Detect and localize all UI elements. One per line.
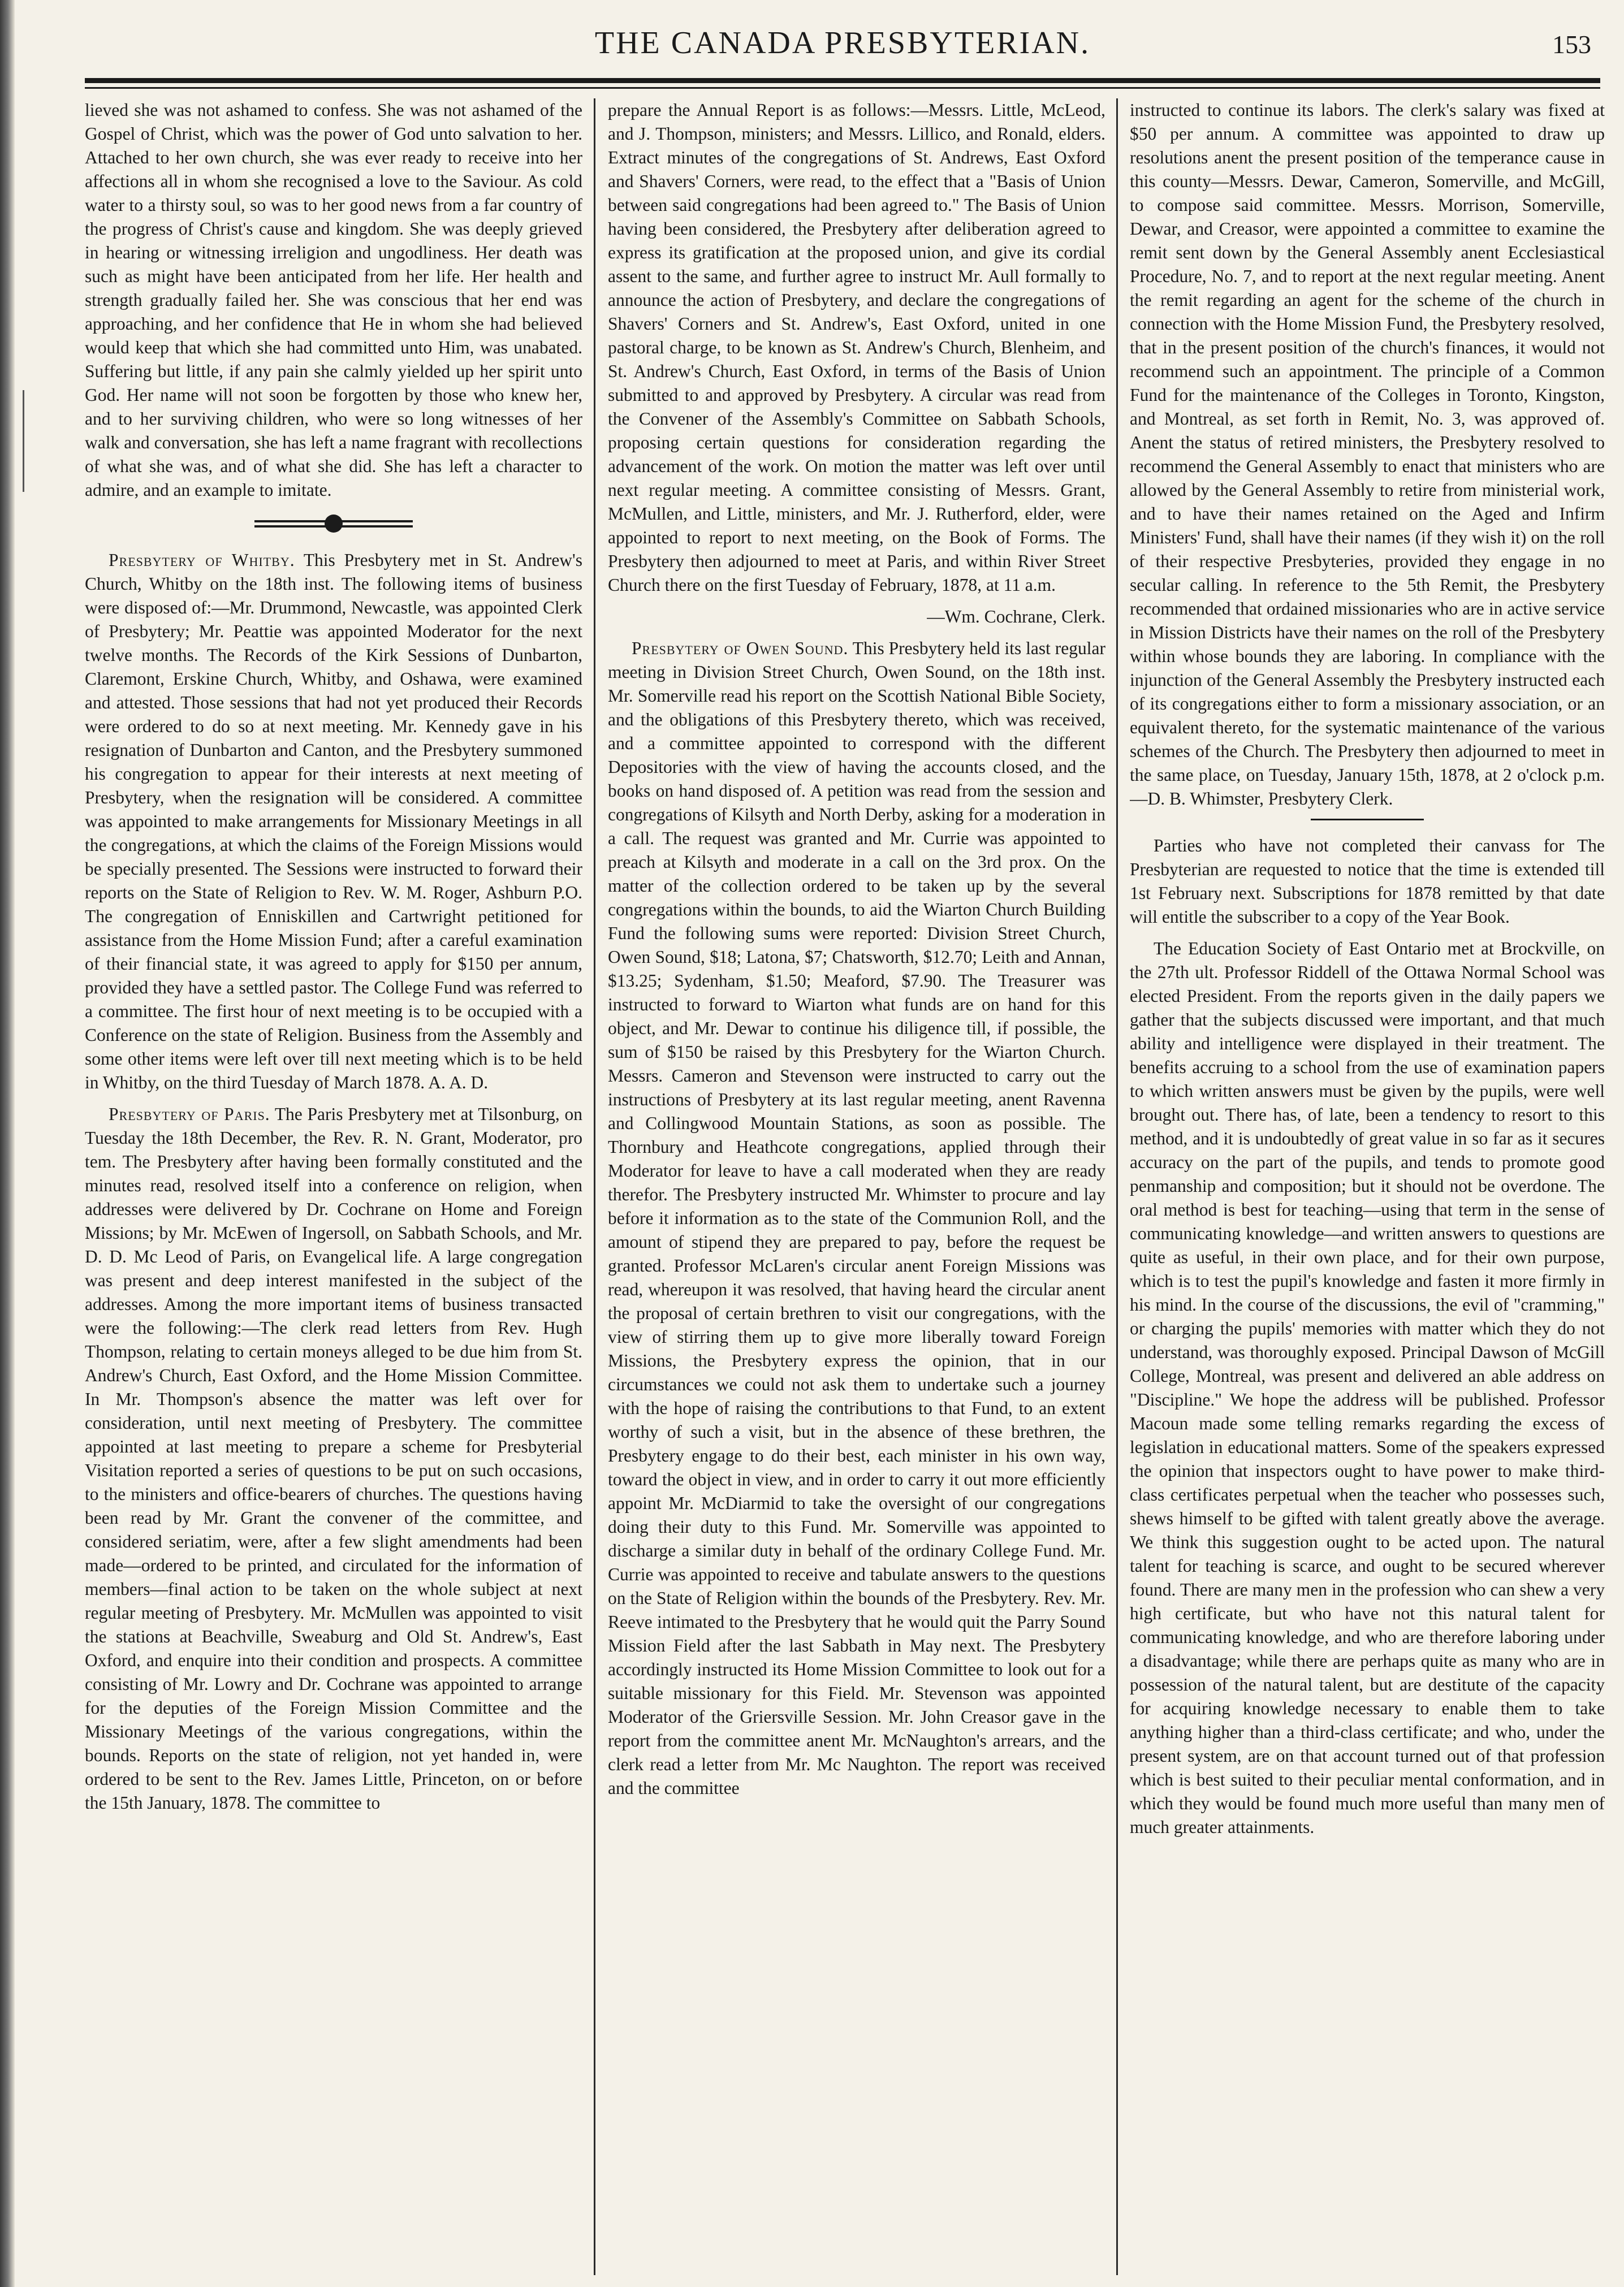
paris-report xyxy=(85,1103,582,1815)
column-divider xyxy=(594,98,595,2275)
owen-sound-body: This Presbytery held its last regular meeting in Division Street Church, Owen Sound, on the 18th inst. Mr. Somerville read his report on the Scottish National Bible Society, and the obligations of this Presbytery thereto, which was received, and a committee appointed to correspond with the different Depositories with the view of having the accounts closed, and the books on hand disposed of. A petition was read from the session and congregations of Kilsyth and North Derby, asking for a moderation in a call. The request was granted and Mr. Currie was appointed to preach at Kilsyth and moderate in a call on the 3rd prox. On the matter of the collection ordered to be taken up by the several congregations within the bounds, to aid the Wiarton Church Building Fund the following sums were reported: Division Street Church, Owen Sound, $18; Latona, $7; Chatsworth, $12.70; Leith and Annan, $13.25; Sydenham, $1.50; Meaford, $7.90. The Treasurer was instructed to forward to Wiarton what funds are on hand for this object, and Mr. Dewar to continue his diligence till, if possible, the sum of $150 be raised by this Presbytery for the Wiarton Church. Messrs. Cameron and Stevenson were instructed to carry out the instructions of Presbytery at its last regular meeting, anent Ravenna and Collingwood Mountain Stations, as soon as possible. The Thornbury and Heathcote congregations, applied through their Moderator for leave to have a call moderated when they are ready therefor. The Presbytery instructed Mr. Whimster to procure and lay before it information as to the state of the Communion Roll, and the amount of stipend they are prepared to pay, before the request be granted. Professor McLaren's circular anent Foreign Missions was read, whereupon it was resolved, that having heard the circular anent the proposal of certain brethren to visit our congregations, with the view of stirring them up to give more liberally toward Foreign Missions, the Presbytery express the opinion, that in our circumstances we could not ask them to undertake such a journey with the hope of raising the contributions to that Fund, to an extent worthy of such a visit, but in the absence of these brethren, the Presbytery engage to do their best, each minister in his own way, toward the object in view, and in order to carry it out more efficiently appoint Mr. McDiarmid to take the oversight of our congregations doing their duty to this Fund. Mr. Somerville was appointed to discharge a similar duty in behalf of the ordinary College Fund. Mr. Currie was appointed to receive and tabulate answers to the questions on the State of Religion within the bounds of the Presbytery. Rev. Mr. Reeve intimated to the Presbytery that he would quit the Parry Sound Mission Field after the last Sabbath in May next. The Presbytery accordingly instructed its Home Mission Committee to look out for a suitable missionary for this Field. Mr. Stevenson was appointed Moderator of the Griersville Session. Mr. John Creasor gave in the report from the committee anent Mr. McNaughton's arrears, and the clerk read a letter from Mr. Mc Naughton. The report was received and the committee xyxy=(608,638,1105,1798)
header-rule-thin xyxy=(85,87,1600,89)
column-3 xyxy=(1130,98,1605,2275)
owen-sound-heading: Presbytery of Owen Sound. xyxy=(632,638,849,658)
ornamental-divider xyxy=(85,510,582,538)
paris-clerk-signature: —Wm. Cochrane, Clerk. xyxy=(927,607,1105,626)
whitby-signature: A. A. D. xyxy=(428,1073,489,1092)
page-header xyxy=(85,17,1600,74)
masthead-title: THE CANADA PRESBYTERIAN. xyxy=(594,25,1091,60)
owen-sound-report xyxy=(608,637,1105,1800)
page-number: 153 xyxy=(1552,30,1591,59)
paris-body: The Paris Presbytery met at Tilsonburg, on Tuesday the 18th December, the Rev. R. N. Grant, Moderator, pro tem. The Presbytery after having been formally constituted and the minutes read, resolved itself into a conference on religion, when addresses were delivered by Dr. Cochrane on Home and Foreign Missions; by Mr. McEwen of Ingersoll, on Sabbath Schools, and Mr. D. D. Mc Leod of Paris, on Evangelical life. A large congregation was present and deep interest manifested in the subject of the addresses. Among the more important items of business transacted were the following:—The clerk read letters from Rev. Hugh Thompson, relating to certain moneys alleged to be due him from St. Andrew's Church, East Oxford, and the Home Mission Committee. In Mr. Thompson's absence the matter was left over for consideration, until next meeting of Presbytery. The committee appointed at last meeting to prepare a scheme for Presbyterial Visitation reported a series of questions to be put on such occasions, to the ministers and office-bearers of churches. The questions having been read by Mr. Grant the convener of the committee, and considered seriatim, were, after a few slight amendments had been made—ordered to be printed, and circulated for the information of members—final action to be taken on the whole subject at next regular meeting of Presbytery. Mr. McMullen was appointed to visit the stations at Beachville, Sweaburg and Old St. Andrew's, East Oxford, and enquire into their condition and prospects. A committee consisting of Mr. Lowry and Dr. Cochrane was appointed to arrange for the deputies of the Foreign Mission Committee and the Missionary Meetings of the various congregations, within the bounds. Reports on the state of religion, not yet handed in, were ordered to be sent to the Rev. James Little, Princeton, on or before the 15th January, 1878. The committee to xyxy=(85,1104,582,1813)
header-rule-thick xyxy=(85,78,1600,83)
owen-sound-report-continued: instructed to continue its labors. The clerk's salary was fixed at $50 per annum. A committee was appointed to draw up resolutions anent the present position of the temperance cause in this county—Messrs. Dewar, Cameron, Somerville, and McGill, to compose said committee. Messrs. Morrison, Somerville, Dewar, and Creasor, were appointed a committee to examine the remit sent down by the General Assembly anent Ecclesiastical Procedure, No. 7, and to report at the next regular meeting. Anent the remit regarding an agent for the scheme of the church in connection with the Home Mission Fund, the Presbytery resolved, that in the present position of the church's finances, it would not recommend such an appointment. The principle of a Common Fund for the maintenance of the Colleges in Toronto, Kingston, and Montreal, as set forth in Remit, No. 3, was approved of. Anent the status of retired ministers, the Presbytery resolved to recommend the General Assembly to enact that ministers who are allowed by the General Assembly to retire from ministerial work, and to have their names retained on the Aged and Infirm Ministers' Fund, shall have their names (if they wish it) on the roll of their respective Presbyteries, provided they engage in no secular calling. In reference to the 5th Remit, the Presbytery recommended that ordained missionaries who are in active service in Mission Districts have their names on the roll of the Presbytery within whose bounds they are laboring. In compliance with the injunction of the General Assembly the Presbytery instructed each of its congregations either to form a missionary association, or an equivalent thereto, for the systematic maintenance of the various schemes of the Church. The Presbytery then adjourned to meet in the same place, on Tuesday, January 15th, 1878, at 2 o'clock p.m.—D. B. Whimster, Presbytery Clerk. xyxy=(1130,100,1605,809)
paris-heading: Presbytery of Paris. xyxy=(109,1104,270,1124)
page-binding-edge xyxy=(0,0,15,2287)
column-2 xyxy=(608,98,1105,2275)
column-1 xyxy=(85,98,582,2275)
whitby-heading: Presbytery of Whitby. xyxy=(109,550,295,570)
obituary-paragraph: lieved she was not ashamed to confess. She was not ashamed of the Gospel of Christ, which was the power of God unto salvation to her. Attached to her own church, she was ever ready to receive into her affections all in whom she recognised a love to the Saviour. As cold water to a thirsty soul, so was to her good news from a far country of the progress of Christ's cause and kingdom. She was deeply grieved in hearing or witnessing irreligion and ungodliness. Her death was such as might have been anticipated from her life. Her health and strength gradually failed her. She was conscious that her end was approaching, and her confidence that He in whom she had believed would keep that which she had committed unto Him, was unabated. Suffering but little, if any pain she calmly yielded up her spirit unto God. Her name will not soon be forgotten by those who knew her, and to her surviving children, who were so long witnesses of her walk and conversation, she has left a name fragrant with recollections of what she was, and of what she did. She has left a character to admire, and an example to imitate. xyxy=(85,100,582,500)
subscription-notice: Parties who have not completed their canvass for The Presbyterian are requested to notice that the time is extended till 1st February next. Subscriptions for 1878 remitted by that date will entitle the subscriber to a copy of the Year Book. xyxy=(1130,836,1605,927)
education-society-article: The Education Society of East Ontario met at Brockville, on the 27th ult. Professor Riddell of the Ottawa Normal School was elected President. From the reports given in the daily papers we gather that the subjects discussed were important, and that much ability and intelligence were displayed in their treatment. The benefits accruing to a school from the use of examination papers to which written answers must be given by the pupils, were well brought out. There has, of late, been a tendency to resort to this method, and it is undoubtedly of great value in so far as it secures accuracy on the part of the pupils, and tends to promote good penmanship and composition; but it should not be overdone. The oral method is best for teaching—using that term in the sense of communicating knowledge—and written answers to questions are quite as useful, in their own place, and for their own purpose, which is to test the pupil's knowledge and fasten it more firmly in his mind. In the course of the discussions, the evil of "cramming," or charging the pupils' memories with matter which they do not understand, was thoroughly exposed. Principal Dawson of McGill College, Montreal, was present and delivered an able address on "Discipline." We hope the address will be published. Professor Macoun made some telling remarks regarding the excess of legislation in educational matters. Some of the speakers expressed the opinion that inspectors ought to have power to make third-class certificates perpetual when the teacher who possesses such, shews himself to be gifted with talent greatly above the average. We think this suggestion ought to be acted upon. The natural talent for teaching is scarce, and ought to be secured wherever found. There are many men in the profession who can shew a very high certificate, but who have not this natural talent for communicating knowledge, and who are therefore laboring under a disadvantage; while there are perhaps quite as many who are in possession of the natural talent, but are destitute of the capacity for acquiring knowledge necessary to enable them to take anything higher than a third-class certificate; and who, under the present system, are on that account turned out of that profession which is best suited to their peculiar mental conformation, and in which they would be found much more useful than many men of much greater attainments. xyxy=(1130,939,1605,1837)
paris-report-continued: prepare the Annual Report is as follows:—Messrs. Little, McLeod, and J. Thompson, ministers; and Messrs. Lillico, and Ronald, elders. Extract minutes of the congregations of St. Andrews, East Oxford and Shavers' Corners, were read, to the effect that a "Basis of Union between said congregations had been agreed to." The Basis of Union having been considered, the Presbytery after deliberation agreed to express its gratification at the proposed union, and give its cordial assent to the same, and further agree to instruct Mr. Aull formally to announce the action of Presbytery, and declare the congregations of Shavers' Corners and St. Andrew's, East Oxford, united in one pastoral charge, to be known as St. Andrew's Church, Blenheim, and St. Andrew's Church, East Oxford, in terms of the Basis of Union submitted to and approved by Presbytery. A circular was read from the Convener of the Assembly's Committee on Sabbath Schools, proposing certain questions for consideration regarding the advancement of the work. On motion the matter was left over until next regular meeting. A committee consisting of Messrs. Grant, McMullen, and Little, ministers, and Mr. J. Rutherford, elder, were appointed to report to next meeting, on the Book of Forms. The Presbytery then adjourned to meet at Paris, and within River Street Church there on the first Tuesday of February, 1878, at 11 a.m. xyxy=(608,100,1105,595)
whitby-report xyxy=(85,548,582,1095)
column-divider xyxy=(1116,98,1118,2275)
margin-mark xyxy=(23,390,24,492)
section-divider xyxy=(1311,819,1424,820)
whitby-body: This Presbytery met in St. Andrew's Church, Whitby on the 18th inst. The following items of business were disposed of:—Mr. Drummond, Newcastle, was appointed Clerk of Presbytery; Mr. Peattie was appointed Moderator for the next twelve months. The Records of the Kirk Sessions of Dunbarton, Claremont, Erskine Church, Whitby, and Oshawa, were examined and attested. Those sessions that had not yet produced their Records were ordered to do so at next meeting. Mr. Kennedy gave in his resignation of Dunbarton and Canton, and the Presbytery summoned his congregation to appear for their interests at next meeting of Presbytery, when the resignation will be considered. A committee was appointed to make arrangements for Missionary Meetings in all the congregations, at which the claims of the Foreign Missions would be specially presented. The Sessions were instructed to forward their reports on the State of Religion to Rev. W. M. Roger, Ashburn P.O. The congregation of Enniskillen and Cartwright petitioned for assistance from the Home Mission Fund; after a careful examination of their financial state, it was agreed to apply for $150 per annum, provided they have a settled pastor. The College Fund was referred to a committee. The first hour of next meeting is to be occupied with a Conference on the state of Religion. Business from the Assembly and some other items were left over till next meeting which is to be held in Whitby, on the third Tuesday of March 1878. xyxy=(85,550,582,1092)
